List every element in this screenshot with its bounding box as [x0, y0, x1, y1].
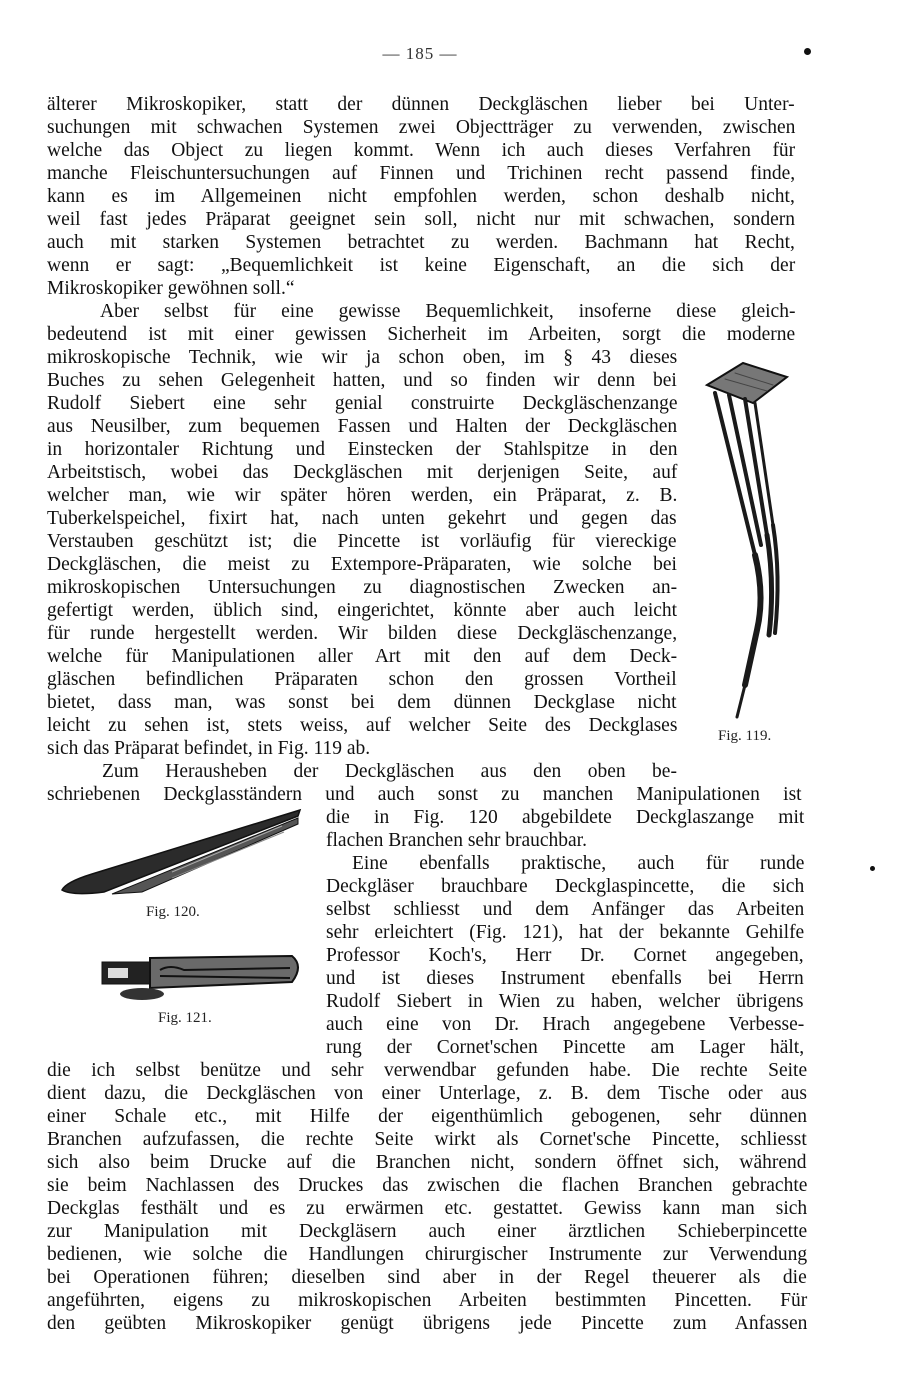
- text-line: bietet, dass man, was sonst bei dem dünnen Deckglase nicht: [47, 692, 677, 713]
- text-line: mikroskopische Technik, wie wir ja schon oben, im § 43 dieses: [47, 347, 678, 368]
- text-line: selbst schliesst und dem Anfänger das Arbeiten: [326, 899, 805, 920]
- figure-121-caption: Fig. 121.: [158, 1010, 212, 1026]
- text-line: einer Schale etc., mit Hilfe der eigenthümlich gebogenen, sehr dünnen: [47, 1106, 808, 1127]
- text-line: gefertigt werden, üblich sind, eingerichtet, könnte aber auch leicht: [47, 600, 678, 621]
- text-line: Rudolf Siebert in Wien zu haben, welcher übrigens: [326, 991, 804, 1012]
- text-line: angeführten, eigens zu mikroskopischen Arbeiten bestimmten Pincetten. Für: [47, 1290, 808, 1311]
- text-line: die ich selbst benütze und sehr verwendbar gefunden habe. Die rechte Seite: [47, 1060, 808, 1081]
- text-line: zur Manipulation mit Deckgläsern auch einer ärztlichen Schieberpincette: [47, 1221, 808, 1242]
- text-line: welche für Manipulationen aller Art mit den auf dem Deck-: [47, 646, 678, 667]
- text-line: Aber selbst für eine gewisse Bequemlichkeit, insoferne diese gleich-: [100, 301, 796, 322]
- text-line: älterer Mikroskopiker, statt der dünnen Deckgläschen lieber bei Unter-: [47, 94, 795, 115]
- text-line: flachen Branchen sehr brauchbar.: [326, 830, 587, 851]
- text-line: weil fast jedes Präparat geeignet sein soll, nicht nur mit schwachen, sondern: [47, 209, 796, 230]
- text-line: Tuberkelspeichel, fixirt hat, nach unten gekehrt und gegen das: [47, 508, 677, 529]
- text-line: bedeutend ist mit einer gewissen Sicherheit im Arbeiten, sorgt die moderne: [47, 324, 796, 345]
- text-line: bedienen, wie solche die Handlungen chirurgischer Instrumente zur Verwendung: [47, 1244, 808, 1265]
- text-line: den geübten Mikroskopiker genügt übrigens jede Pincette zum Anfassen: [47, 1313, 808, 1334]
- text-line: Deckgläschen, die meist zu Extempore-Präparaten, wie solche bei: [47, 554, 677, 575]
- text-line: suchungen mit schwachen Systemen zwei Objectträger zu verwenden, zwischen: [47, 117, 796, 138]
- ink-speck: [804, 48, 811, 55]
- text-line: Eine ebenfalls praktische, auch für runde: [352, 853, 805, 874]
- text-line: Buches zu sehen Gelegenheit hatten, und so finden wir denn bei: [47, 370, 677, 391]
- text-line: Mikroskopiker gewöhnen soll.“: [47, 278, 295, 299]
- text-line: auch eine von Dr. Hrach angegebene Verbesse-: [326, 1014, 805, 1035]
- figure-119-caption: Fig. 119.: [718, 728, 772, 744]
- text-line: manche Fleischuntersuchungen auf Finnen und Trichinen recht passend finde,: [47, 163, 796, 184]
- text-line: aus Neusilber, zum bequemen Fassen und Halten der Deckgläschen: [47, 416, 678, 437]
- figure-121-illustration: [100, 948, 306, 1004]
- text-line: schriebenen Deckglasständern und auch sonst zu manchen Manipulationen ist: [47, 784, 802, 805]
- text-line: welche das Object zu liegen kommt. Wenn ich auch dieses Verfahren für: [47, 140, 796, 161]
- text-line: sie beim Nachlassen des Druckes das zwischen die flachen Branchen gebrachte: [47, 1175, 808, 1196]
- text-line: bei Operationen führen; dieselben sind aber in der Regel theuerer als die: [47, 1267, 807, 1288]
- text-line: in horizontaler Richtung und Einstecken der Stahlspitze in den: [47, 439, 678, 460]
- text-line: Zum Herausheben der Deckgläschen aus den oben be-: [102, 761, 677, 782]
- text-line: Professor Koch's, Herr Dr. Cornet angegeben,: [326, 945, 804, 966]
- text-line: sehr erleichtert (Fig. 121), hat der bekannte Gehilfe: [326, 922, 805, 943]
- page-number: — 185 —: [382, 44, 458, 63]
- text-line: für runde hergestellt werden. Wir bilden diese Deckgläschenzange,: [47, 623, 678, 644]
- text-line: kann es im Allgemeinen nicht empfohlen werden, schon deshalb nicht,: [47, 186, 795, 207]
- text-line: rung der Cornet'schen Pincette am Lager hält,: [326, 1037, 805, 1058]
- figure-120-caption: Fig. 120.: [146, 904, 200, 920]
- text-line: dient dazu, die Deckgläschen von einer Unterlage, z. B. dem Tische oder aus: [47, 1083, 807, 1104]
- text-line: Deckgläser brauchbare Deckglaspincette, die sich: [326, 876, 805, 897]
- text-line: mikroskopischen Untersuchungen zu diagnostischen Zwecken an-: [47, 577, 678, 598]
- text-line: sich das Präparat befindet, in Fig. 119 ab.: [47, 738, 371, 759]
- text-line: welcher man, wie wir später hören werden, ein Präparat, z. B.: [47, 485, 678, 506]
- figure-119-illustration: [695, 355, 795, 725]
- ink-speck: [870, 866, 875, 871]
- text-line: Deckglas festhält und es zu erwärmen etc. gestattet. Gewiss kann man sich: [47, 1198, 808, 1219]
- text-line: auch mit starken Systemen betrachtet zu werden. Bachmann hat Recht,: [47, 232, 795, 253]
- figure-120-illustration: [52, 802, 304, 902]
- text-line: Arbeitstisch, wobei das Deckgläschen mit derjenigen Seite, auf: [47, 462, 678, 483]
- text-line: gläschen befindlichen Präparaten schon den grossen Vortheil: [47, 669, 677, 690]
- text-line: und ist dieses Instrument ebenfalls bei Herrn: [326, 968, 804, 989]
- text-line: sich also beim Drucke auf die Branchen nicht, sondern öffnet sich, während: [47, 1152, 807, 1173]
- text-line: Branchen aufzufassen, die rechte Seite wirkt als Cornet'sche Pincette, schliesst: [47, 1129, 807, 1150]
- text-line: Rudolf Siebert eine sehr genial construirte Deckgläschenzange: [47, 393, 678, 414]
- text-line: wenn er sagt: „Bequemlichkeit ist keine Eigenschaft, an die sich der: [47, 255, 796, 276]
- text-line: leicht zu sehen ist, stets weiss, auf welcher Seite des Deckglases: [47, 715, 678, 736]
- text-line: Verstauben geschützt ist; die Pincette ist vorläufig für viereckige: [47, 531, 677, 552]
- text-line: die in Fig. 120 abgebildete Deckglaszange mit: [326, 807, 805, 828]
